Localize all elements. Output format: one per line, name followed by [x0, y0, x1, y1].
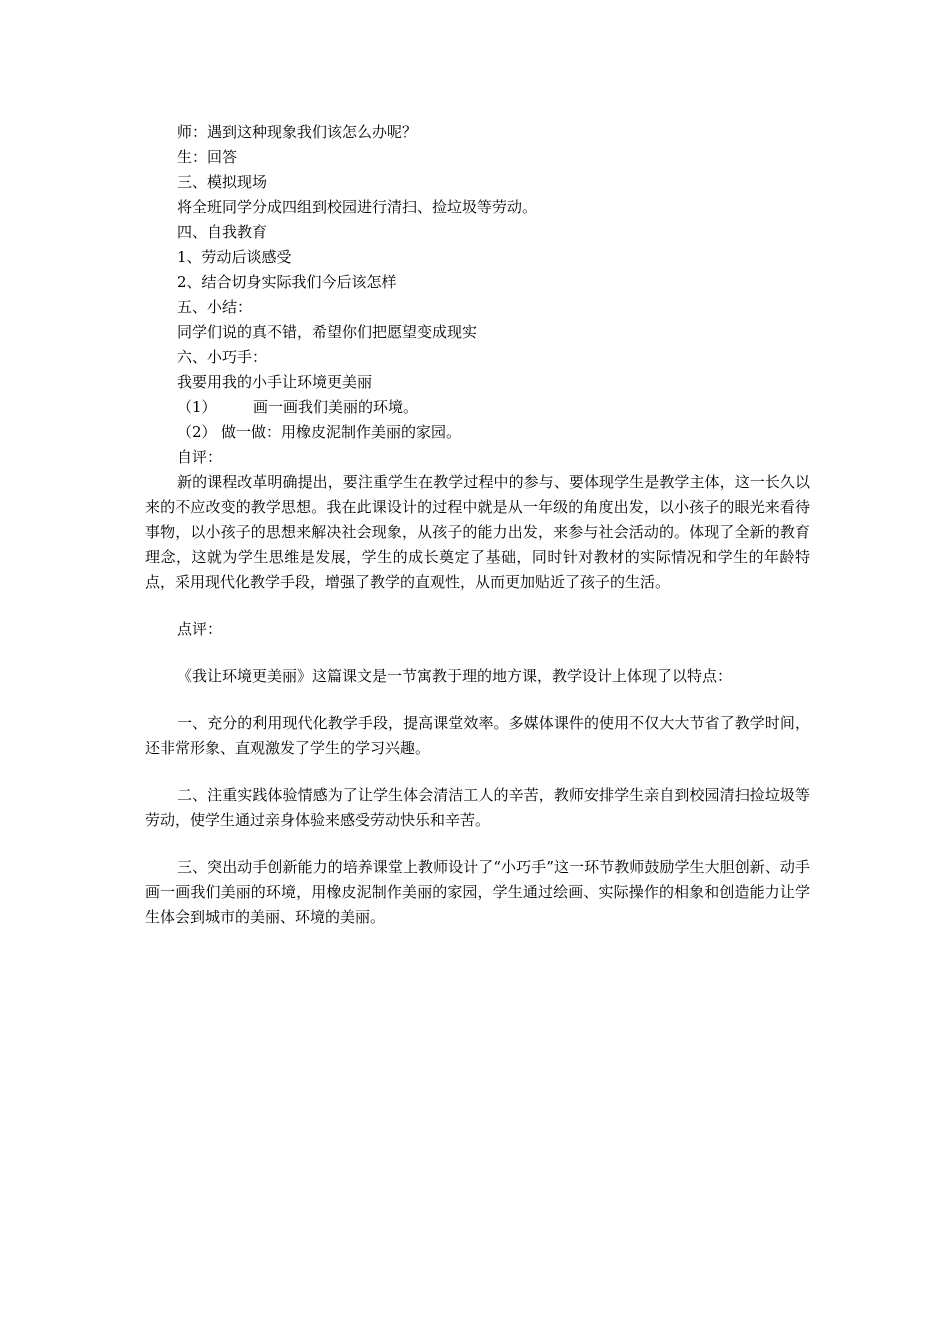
review-point: 二、注重实践体验情感为了让学生体会清洁工人的辛苦，教师安排学生亲自到校园清扫捡垃圾等劳动，使学生通过亲身体验来感受劳动快乐和辛苦。 [145, 786, 810, 829]
list-item [145, 420, 810, 445]
review-heading: 点评： [177, 620, 223, 638]
section-heading: 五、小结： [177, 298, 253, 316]
section-heading: 六、小巧手： [177, 348, 268, 366]
text-line: 师：遇到这种现象我们该怎么办呢？ [177, 123, 418, 141]
item-number: （1） [177, 398, 217, 416]
spacer [145, 595, 810, 617]
spacer [145, 761, 810, 783]
self-eval-heading: 自评： [177, 448, 223, 466]
review-point: 一、充分的利用现代化教学手段，提高课堂效率。多媒体课件的使用不仅大大节省了教学时间，还非常形象、直观激发了学生的学习兴趣。 [145, 714, 810, 757]
self-eval-paragraph: 新的课程改革明确提出，要注重学生在教学过程中的参与、要体现学生是教学主体，这一长久以来的不应改变的教学思想。我在此课设计的过程中就是从一年级的角度出发，以小孩子的眼光来看待事物，以小孩子的思想来解决社会现象，从孩子的能力出发，来参与社会活动的。体现了全新的教育理念，这就为学生思维是发展，学生的成长奠定了基础，同时针对教材的实际情况和学生的年龄特点，采用现代化教学手段，增强了教学的直观性，从而更加贴近了孩子的生活。 [145, 473, 810, 591]
review-intro: 《我让环境更美丽》这篇课文是一节寓教于理的地方课，教学设计上体现了以特点： [177, 667, 733, 685]
spacer [145, 689, 810, 711]
text-line: 生：回答 [177, 148, 238, 166]
item-text: 画一画我们美丽的环境。 [253, 398, 419, 416]
list-item [145, 395, 810, 420]
section-heading: 四、自我教育 [177, 223, 268, 241]
document-page [145, 120, 810, 930]
spacer [145, 642, 810, 664]
spacer [145, 833, 810, 855]
text-line: 我要用我的小手让环境更美丽 [177, 373, 373, 391]
item-text: 做一做：用橡皮泥制作美丽的家园。 [221, 423, 462, 441]
section-heading: 三、模拟现场 [177, 173, 268, 191]
text-line: 将全班同学分成四组到校园进行清扫、捡垃圾等劳动。 [177, 198, 538, 216]
text-line: 同学们说的真不错，希望你们把愿望变成现实 [177, 323, 478, 341]
text-line: 1、劳动后谈感受 [177, 248, 292, 266]
text-line: 2、结合切身实际我们今后该怎样 [177, 273, 397, 291]
review-point: 三、突出动手创新能力的培养课堂上教师设计了“小巧手”这一环节教师鼓励学生大胆创新、动手画一画我们美丽的环境，用橡皮泥制作美丽的家园，学生通过绘画、实际操作的相象和创造能力让学生体会到城市的美丽、环境的美丽。 [145, 858, 810, 926]
item-number: （2） [177, 423, 217, 441]
